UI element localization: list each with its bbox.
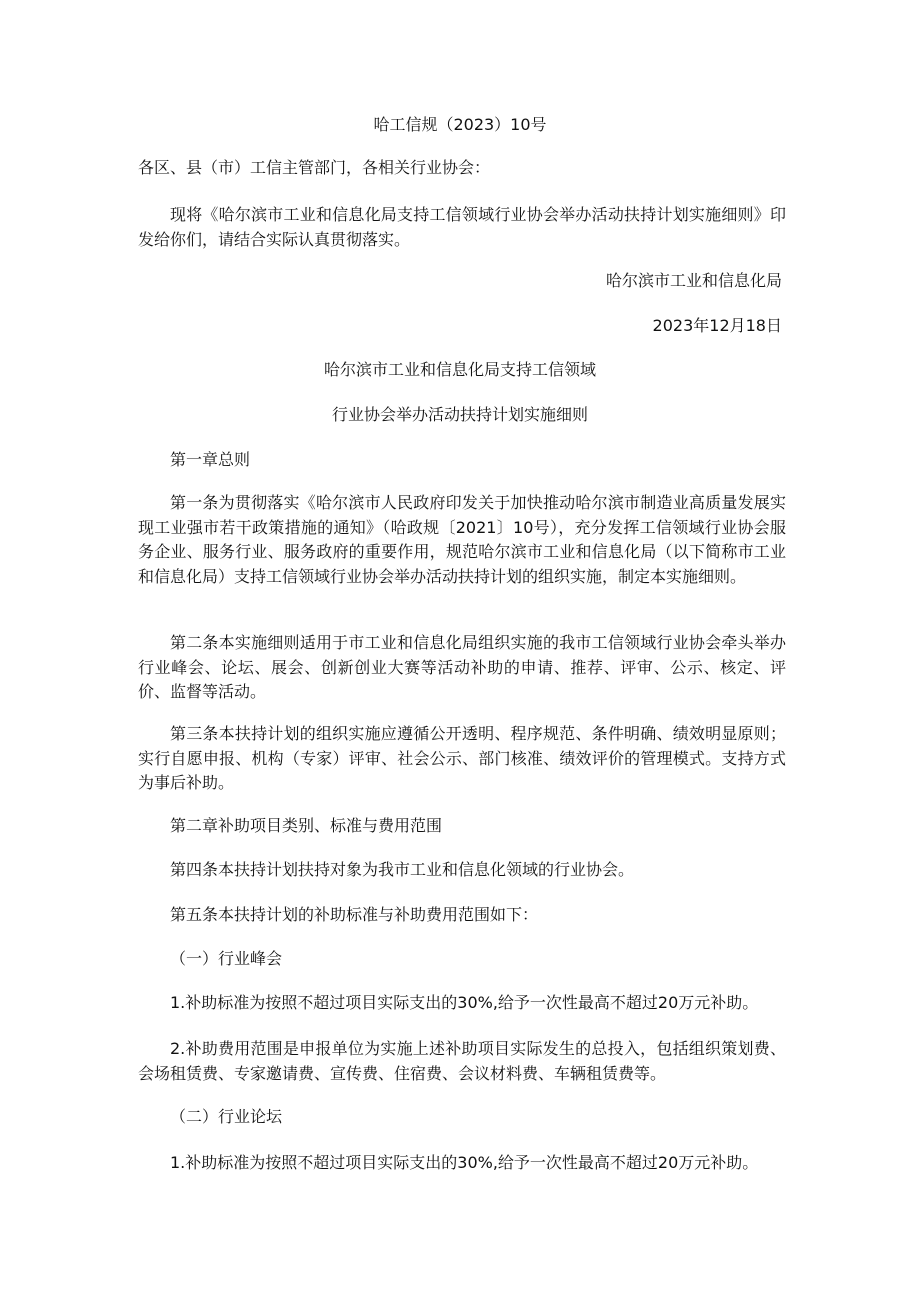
article-2: 第二条本实施细则适用于市工业和信息化局组织实施的我市工信领域行业协会牵头举办行业峰会、论坛、展会、创新创业大赛等活动补助的申请、推荐、评审、公示、核定、评价、监督等活动。	[138, 633, 786, 701]
addressee: 各区、县（市）工信主管部门，各相关行业协会：	[138, 158, 491, 177]
document-title-line2: 行业协会举办活动扶持计划实施细则	[331, 405, 588, 424]
section-1-title: （一）行业峰会	[170, 949, 283, 968]
section-2-item-1: 1.补助标准为按照不超过项目实际支出的30%,给予一次性最高不超过20万元补助。	[170, 1153, 759, 1172]
issuer: 哈尔滨市工业和信息化局	[605, 271, 782, 290]
article-1: 第一条为贯彻落实《哈尔滨市人民政府印发关于加快推动哈尔滨市制造业高质量发展实现工业强市若干政策措施的通知》（哈政规〔2021〕10号），充分发挥工信领域行业协会服务企业、服务行业、服务政府的重要作用，规范哈尔滨市工业和信息化局（以下简称市工业和信息化局）支持工信领域行业协会举办活动扶持计划的组织实施，制定本实施细则。	[138, 493, 786, 586]
article-4: 第四条本扶持计划扶持对象为我市工业和信息化领域的行业协会。	[170, 860, 635, 879]
document-number: 哈工信规（2023）10号	[373, 115, 547, 134]
section-1-item-1: 1.补助标准为按照不超过项目实际支出的30%,给予一次性最高不超过20万元补助。	[170, 993, 759, 1012]
article-3: 第三条本扶持计划的组织实施应遵循公开透明、程序规范、条件明确、绩效明显原则；实行自愿申报、机构（专家）评审、社会公示、部门核准、绩效评价的管理模式。支持方式为事后补助。	[138, 724, 786, 792]
article-5: 第五条本扶持计划的补助标准与补助费用范围如下：	[170, 905, 539, 924]
notice-body: 现将《哈尔滨市工业和信息化局支持工信领域行业协会举办活动扶持计划实施细则》印发给你们，请结合实际认真贯彻落实。	[138, 205, 786, 249]
chapter-1-heading: 第一章总则	[170, 450, 251, 469]
issue-date: 2023年12月18日	[652, 316, 782, 335]
section-2-title: （二）行业论坛	[170, 1107, 283, 1126]
chapter-2-heading: 第二章补助项目类别、标准与费用范围	[170, 816, 443, 835]
document-title-line1: 哈尔滨市工业和信息化局支持工信领域	[323, 360, 596, 379]
section-1-item-2: 2.补助费用范围是申报单位为实施上述补助项目实际发生的总投入，包括组织策划费、会场租赁费、专家邀请费、宣传费、住宿费、会议材料费、车辆租赁费等。	[138, 1039, 786, 1083]
